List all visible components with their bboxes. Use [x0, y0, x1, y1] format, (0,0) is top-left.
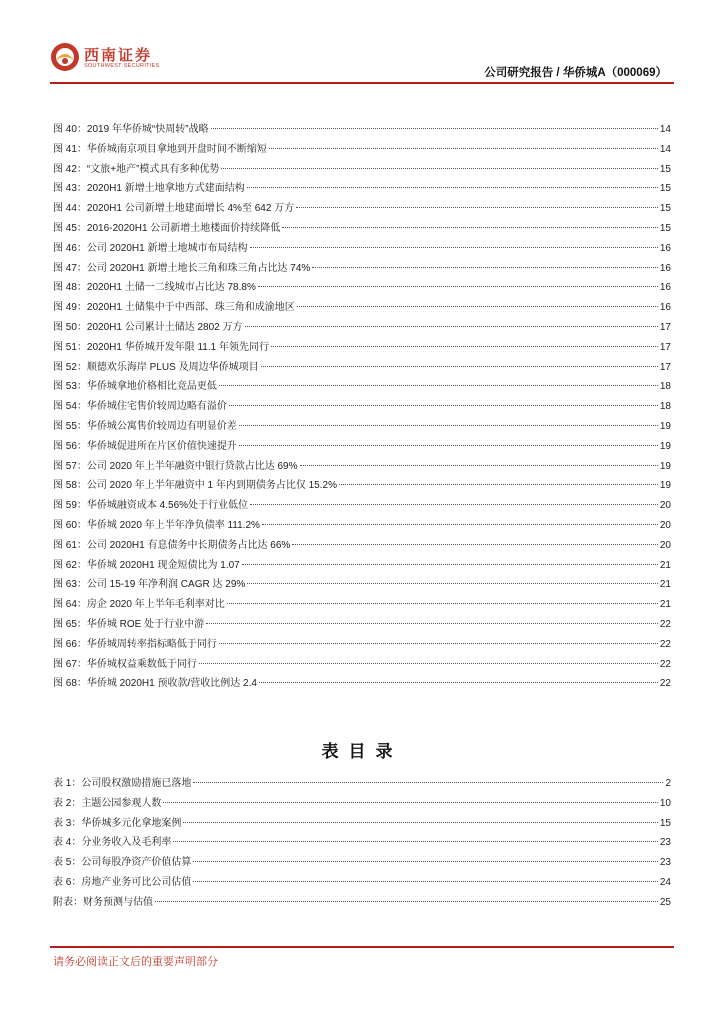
toc-entry-label: 图 60：华侨城 2020 年上半年净负债率 111.2%	[53, 519, 260, 531]
toc-leader-dots	[163, 802, 658, 803]
toc-leader-dots	[312, 267, 658, 268]
toc-leader-dots	[297, 306, 658, 307]
toc-leader-dots	[206, 623, 658, 624]
toc-entry-page: 20	[659, 500, 671, 512]
toc-entry-page: 17	[659, 341, 671, 353]
toc-leader-dots	[221, 168, 657, 169]
toc-entry-label: 表 6：房地产业务可比公司估值	[53, 876, 192, 888]
toc-leader-dots	[211, 128, 658, 129]
toc-entry-label: 图 48：2020H1 土储一二线城市占比达 78.8%	[53, 282, 256, 294]
toc-entry-label: 表 2：主题公园参观人数	[53, 797, 162, 809]
toc-entry[interactable]	[53, 794, 671, 814]
toc-entry[interactable]	[53, 278, 671, 298]
toc-entry-label: 图 42：“文旅+地产”模式具有多种优势	[53, 163, 220, 175]
toc-entry-label: 图 41：华侨城南京项目拿地到开盘时间不断缩短	[53, 143, 267, 155]
toc-entry[interactable]	[53, 774, 671, 794]
report-title: 公司研究报告 / 华侨城A（000069）	[484, 67, 667, 79]
toc-entry[interactable]	[53, 457, 671, 477]
toc-entry-page: 16	[659, 242, 671, 254]
toc-leader-dots	[219, 385, 658, 386]
toc-entry-page: 2	[665, 778, 671, 789]
header-divider	[50, 82, 674, 84]
toc-entry[interactable]	[53, 239, 671, 259]
toc-leader-dots	[229, 405, 658, 406]
toc-entry-page: 21	[659, 579, 671, 591]
toc-leader-dots	[183, 822, 658, 823]
toc-entry[interactable]	[53, 140, 671, 160]
toc-entry-page: 10	[659, 797, 671, 809]
toc-entry-label: 表 4：分业务收入及毛利率	[53, 837, 172, 849]
toc-entry[interactable]	[53, 259, 671, 279]
logo-english-name: SOUTHWEST SECURITIES	[84, 63, 160, 69]
toc-leader-dots	[339, 484, 658, 485]
toc-entry-label: 图 51：2020H1 华侨城开发年限 11.1 年领先同行	[53, 341, 269, 353]
toc-leader-dots	[193, 881, 658, 882]
toc-leader-dots	[247, 187, 658, 188]
toc-entry[interactable]	[53, 219, 671, 239]
toc-entry-label: 图 47：公司 2020H1 新增土地长三角和珠三角占比达 74%	[53, 262, 311, 274]
toc-entry-label: 图 58：公司 2020 年上半年融资中 1 年内到期债务占比仅 15.2%	[53, 480, 337, 492]
toc-leader-dots	[199, 663, 658, 664]
toc-leader-dots	[155, 901, 658, 902]
toc-entry-label: 图 57：公司 2020 年上半年融资中银行贷款占比达 69%	[53, 460, 298, 472]
toc-entry-label: 表 5：公司每股净资产价值估算	[53, 857, 192, 869]
toc-entry-page: 24	[659, 876, 671, 888]
toc-leader-dots	[219, 643, 658, 644]
footer-disclaimer: 请务必阅读正文后的重要声明部分	[53, 956, 218, 968]
toc-entry-page: 15	[659, 222, 671, 234]
logo-emblem-icon	[50, 42, 80, 72]
toc-entry-page: 15	[659, 817, 671, 829]
toc-entry-label: 图 53：华侨城拿地价格相比竞品更低	[53, 381, 217, 393]
toc-leader-dots	[269, 148, 658, 149]
toc-entry-page: 16	[659, 282, 671, 294]
toc-leader-dots	[247, 583, 658, 584]
toc-entry-label: 图 45：2016-2020H1 公司新增土地楼面价持续降低	[53, 222, 281, 234]
toc-entry-page: 19	[659, 460, 671, 472]
toc-entry-label: 图 59：华侨城融资成本 4.56%处于行业低位	[53, 500, 249, 512]
toc-entry[interactable]	[53, 496, 671, 516]
toc-entry-page: 15	[659, 183, 671, 195]
footer-divider	[50, 946, 674, 948]
toc-entry[interactable]	[53, 199, 671, 219]
toc-entry-label: 图 65：华侨城 ROE 处于行业中游	[53, 618, 205, 630]
toc-entry[interactable]	[53, 516, 671, 536]
toc-entry-label: 图 66：华侨城周转率指标略低于同行	[53, 638, 217, 650]
toc-leader-dots	[250, 247, 658, 248]
toc-entry[interactable]	[53, 476, 671, 496]
toc-entry[interactable]	[53, 674, 671, 694]
toc-entry-page: 17	[659, 361, 671, 373]
toc-entry-page: 20	[659, 539, 671, 551]
toc-entry-label: 图 44：2020H1 公司新增土地建面增长 4%至 642 万方	[53, 203, 295, 215]
toc-entry-page: 25	[659, 896, 671, 908]
toc-entry-page: 23	[659, 857, 671, 869]
toc-entry[interactable]	[53, 575, 671, 595]
table-list-title: 表目录	[321, 742, 403, 762]
toc-entry-label: 图 64：房企 2020 年上半年毛利率对比	[53, 599, 225, 611]
toc-leader-dots	[271, 346, 658, 347]
toc-entry[interactable]	[53, 833, 671, 853]
toc-leader-dots	[242, 564, 658, 565]
toc-entry[interactable]	[53, 120, 671, 140]
toc-entry[interactable]	[53, 615, 671, 635]
toc-entry-page: 21	[659, 599, 671, 611]
toc-entry[interactable]	[53, 635, 671, 655]
toc-entry-page: 18	[659, 401, 671, 413]
toc-entry[interactable]	[53, 556, 671, 576]
toc-entry-page: 15	[659, 163, 671, 175]
toc-entry-page: 19	[659, 480, 671, 492]
toc-entry-label: 图 52：顺德欢乐海岸 PLUS 及周边华侨城项目	[53, 361, 259, 373]
toc-entry-page: 21	[659, 559, 671, 571]
toc-entry[interactable]	[53, 298, 671, 318]
toc-entry[interactable]	[53, 338, 671, 358]
toc-entry-page: 15	[659, 203, 671, 215]
toc-entry-label: 图 67：华侨城权益乘数低于同行	[53, 658, 197, 670]
toc-entry-label: 图 56：华侨城促进所在片区价值快速提升	[53, 440, 237, 452]
toc-leader-dots	[261, 366, 658, 367]
toc-leader-dots	[193, 782, 663, 783]
toc-entry[interactable]	[53, 377, 671, 397]
toc-leader-dots	[282, 227, 658, 228]
toc-leader-dots	[173, 841, 658, 842]
toc-entry-label: 图 43：2020H1 新增土地拿地方式建面结构	[53, 183, 245, 195]
toc-entry[interactable]	[53, 595, 671, 615]
toc-entry-page: 14	[659, 143, 671, 155]
toc-entry[interactable]	[53, 536, 671, 556]
toc-entry-label: 图 54：华侨城住宅售价较周边略有溢价	[53, 401, 227, 413]
toc-entry-label: 图 55：华侨城公寓售价较周边有明显价差	[53, 420, 237, 432]
toc-entry-label: 图 50：2020H1 公司累计土储达 2802 万方	[53, 321, 243, 333]
toc-entry-page: 16	[659, 302, 671, 314]
toc-leader-dots	[245, 326, 658, 327]
toc-entry-label: 图 40：2019 年华侨城“快周转”战略	[53, 124, 209, 135]
toc-entry-page: 16	[659, 262, 671, 274]
company-logo	[50, 42, 190, 76]
toc-entry[interactable]	[53, 397, 671, 417]
toc-entry-page: 22	[659, 638, 671, 650]
toc-entry[interactable]	[53, 417, 671, 437]
toc-entry[interactable]	[53, 358, 671, 378]
toc-entry-label: 图 46：公司 2020H1 新增土地城市布局结构	[53, 242, 248, 254]
toc-entry-page: 17	[659, 321, 671, 333]
toc-entry-page: 19	[659, 440, 671, 452]
toc-entry-label: 图 62：华侨城 2020H1 现金短债比为 1.07	[53, 559, 240, 571]
toc-leader-dots	[193, 861, 658, 862]
toc-leader-dots	[259, 682, 658, 683]
logo-chinese-name: 西南证券	[84, 46, 153, 64]
toc-entry[interactable]	[53, 814, 671, 834]
toc-entry-label: 表 1：公司股权激励措施已落地	[53, 778, 192, 789]
toc-entry-page: 22	[659, 658, 671, 670]
toc-leader-dots	[250, 504, 658, 505]
toc-entry[interactable]	[53, 437, 671, 457]
toc-entry[interactable]	[53, 179, 671, 199]
toc-entry[interactable]	[53, 655, 671, 675]
toc-entry-page: 22	[659, 678, 671, 690]
figure-list	[53, 120, 671, 694]
toc-entry-page: 18	[659, 381, 671, 393]
toc-entry[interactable]	[53, 893, 671, 913]
toc-leader-dots	[239, 425, 658, 426]
toc-entry-label: 图 49：2020H1 土储集中于中西部、珠三角和成渝地区	[53, 302, 295, 314]
toc-entry[interactable]	[53, 853, 671, 873]
toc-entry-page: 22	[659, 618, 671, 630]
toc-entry-label: 附表：财务预测与估值	[53, 896, 153, 908]
toc-leader-dots	[296, 207, 658, 208]
toc-leader-dots	[239, 445, 658, 446]
toc-entry[interactable]	[53, 160, 671, 180]
toc-entry-page: 19	[659, 420, 671, 432]
toc-entry-label: 图 63：公司 15-19 年净利润 CAGR 达 29%	[53, 579, 246, 591]
toc-entry[interactable]	[53, 873, 671, 893]
toc-leader-dots	[300, 465, 658, 466]
toc-entry-page: 23	[659, 837, 671, 849]
toc-leader-dots	[262, 524, 658, 525]
toc-leader-dots	[292, 544, 658, 545]
toc-leader-dots	[258, 286, 658, 287]
toc-leader-dots	[227, 603, 658, 604]
table-list	[53, 774, 671, 913]
toc-entry-label: 表 3：华侨城多元化拿地案例	[53, 817, 182, 829]
toc-entry-label: 图 68：华侨城 2020H1 预收款/营收比例达 2.4	[53, 678, 257, 690]
toc-entry-page: 14	[659, 124, 671, 135]
toc-entry[interactable]	[53, 318, 671, 338]
toc-entry-label: 图 61：公司 2020H1 有息债务中长期债务占比达 66%	[53, 539, 291, 551]
toc-entry-page: 20	[659, 519, 671, 531]
